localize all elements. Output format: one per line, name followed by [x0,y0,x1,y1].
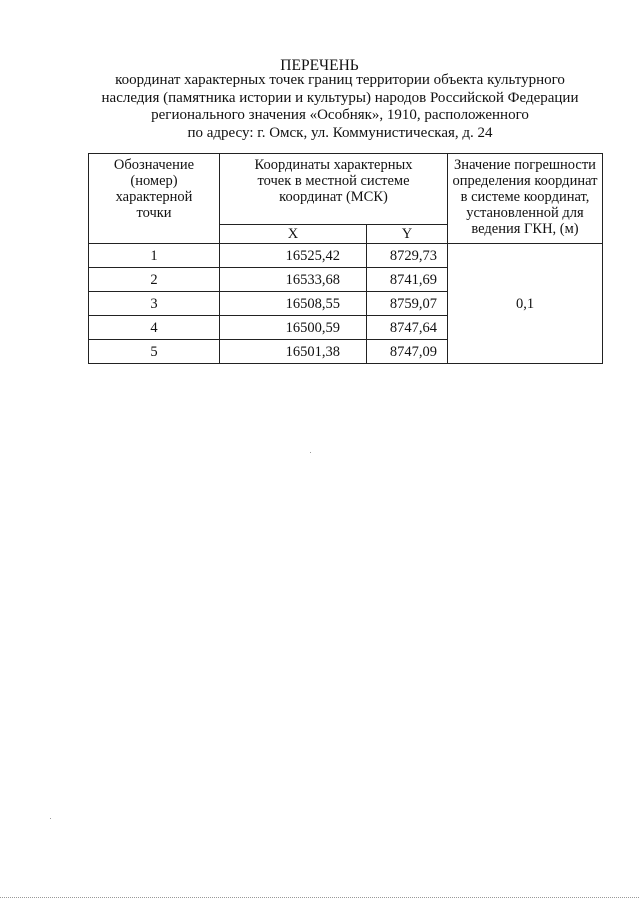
header-accuracy: Значение погрешности определения координат в системе координат, установленной для ведения ГКН, (м) [448,154,603,244]
header-coordinates: Координаты характерных точек в местной системе координат (МСК) [220,154,448,225]
subtitle-line: координат характерных точек границ территории объекта культурного [115,72,565,88]
point-number: 2 [89,268,220,292]
header-y: Y [367,225,448,244]
coordinate-y: 8747,64 [367,316,448,340]
document-title: ПЕРЕЧЕНЬ [280,57,359,74]
coordinates-table [88,153,603,364]
table-row [89,244,603,268]
document-subtitle [70,72,610,142]
scan-speck [50,818,51,819]
point-number: 4 [89,316,220,340]
subtitle-line: наследия (памятника истории и культуры) народов Российской Федерации [101,89,579,106]
header-x: X [220,225,367,244]
coordinate-y: 8741,69 [367,268,448,292]
coordinate-x: 16525,42 [220,244,367,268]
point-number: 3 [89,292,220,316]
coordinate-x: 16501,38 [220,340,367,364]
coordinate-x: 16533,68 [220,268,367,292]
scan-speck [310,452,311,453]
coordinate-y: 8729,73 [367,244,448,268]
coordinate-y: 8747,09 [367,340,448,364]
coordinate-x: 16500,59 [220,316,367,340]
subtitle-line: по адресу: г. Омск, ул. Коммунистическая, д. 24 [187,124,493,141]
subtitle-line: регионального значения «Особняк», 1910, расположенного [151,107,529,123]
scan-edge-line [0,897,639,898]
coordinate-y: 8759,07 [367,292,448,316]
accuracy-value: 0,1 [448,244,603,364]
point-number: 5 [89,340,220,364]
coordinate-x: 16508,55 [220,292,367,316]
header-designation: Обозначение (номер) характерной точки [89,154,220,244]
point-number: 1 [89,244,220,268]
